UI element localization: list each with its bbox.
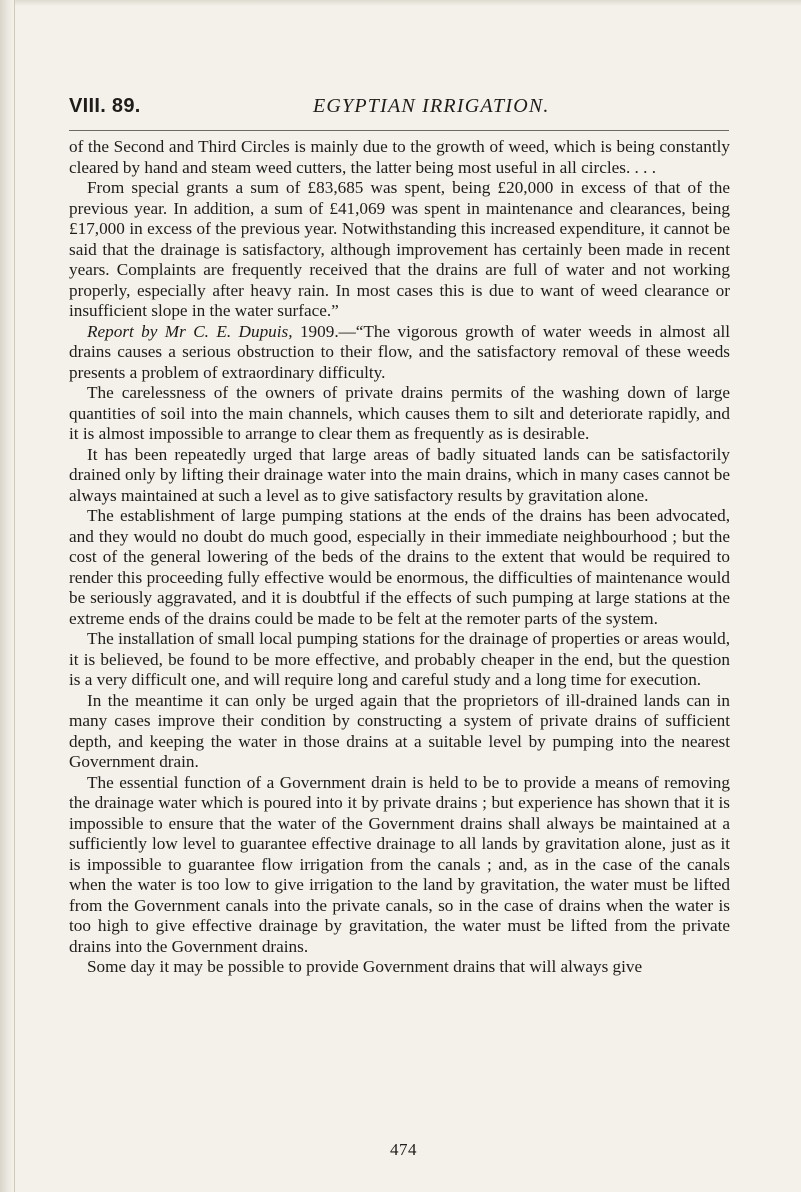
header-rule [69, 130, 729, 131]
paragraph: The installation of small local pumping stations for the drainage of properties or areas would, it is believed, be found to be more effective, and probably cheaper in the end, but the question is a very difficult one, and will require long and careful study and a long time for execution. [69, 629, 730, 689]
running-header [69, 95, 729, 125]
page-binding-edge [0, 0, 15, 1192]
section-number: VIII. 89. [69, 95, 141, 117]
report-citation: Report by Mr C. E. Dupuis, [87, 321, 293, 341]
paragraph: The essential function of a Government drain is held to be to provide a means of removing the drainage water which is poured into it by private drains ; but experience has shown that it is impossible to ensure that the water of the Government drains shall always be maintained at a sufficiently low level to guarantee effective drainage to all lands by gravitation alone, just as it is impossible to guarantee flow irrigation from the canals ; and, as in the case of the canals when the water is too low to give irrigation to the land by gravitation, the water must be lifted from the Government canals into the private canals, so in the case of drains when the water is too high to give effective drainage by gravitation, the water must be lifted from the private drains into the Government drains. [69, 772, 730, 956]
paragraph: In the meantime it can only be urged again that the proprietors of ill-drained lands can in many cases improve their condition by constructing a system of private drains of sufficient depth, and keeping the water in those drains at a suitable level by pumping into the nearest Government drain. [69, 690, 730, 771]
page-number: 474 [390, 1140, 417, 1159]
paragraph: From special grants a sum of £83,685 was spent, being £20,000 in excess of that of the previous year. In addition, a sum of £41,069 was spent in maintenance and clearances, being £17,000 in excess of the previous year. Notwithstanding this increased expenditure, it cannot be said that the drainage is satisfactory, although improvement has certainly been made in recent years. Complaints are frequently received that the drains are full of water and not working properly, especially after heavy rain. In most cases this is due to want of weed clearance or insufficient slope in the water surface.” [69, 178, 730, 320]
paragraph: of the Second and Third Circles is mainly due to the growth of weed, which is being constantly cleared by hand and steam weed cutters, the latter being most useful in all circles. . . . [69, 137, 730, 177]
running-title: EGYPTIAN IRRIGATION. [313, 95, 550, 117]
paragraph-report [69, 322, 730, 384]
body-text [69, 137, 730, 978]
paragraph: Some day it may be possible to provide Government drains that will always give [87, 957, 643, 976]
report-text: 1909.—“The vigorous growth of water weeds in almost all drains causes a serious obstruction to their flow, and the satisfactory removal of these weeds presents a problem of extraordinary difficulty. [69, 321, 731, 382]
paragraph: It has been repeatedly urged that large areas of badly situated lands can be satisfactorily drained only by lifting their drainage water into the main drains, which in many cases cannot be always maintained at such a level as to give satisfactory results by gravitation alone. [69, 444, 730, 505]
paragraph: The establishment of large pumping stations at the ends of the drains has been advocated, and they would no doubt do much good, especially in their immediate neighbourhood ; but the cost of the general lowering of the beds of the drains to the extent that would be required to render this proceeding fully effective would be enormous, the difficulties of maintenance would be seriously aggravated, and it is doubtful if the effects of such pumping at large stations at the extreme ends of the drains could be made to be felt at the remoter parts of the system. [69, 506, 730, 628]
page-edge-top [0, 0, 801, 6]
paragraph: The carelessness of the owners of private drains permits of the washing down of large quantities of soil into the main channels, which causes them to silt and deteriorate rapidly, and it is almost impossible to arrange to clear them as frequently as is desirable. [69, 383, 730, 443]
